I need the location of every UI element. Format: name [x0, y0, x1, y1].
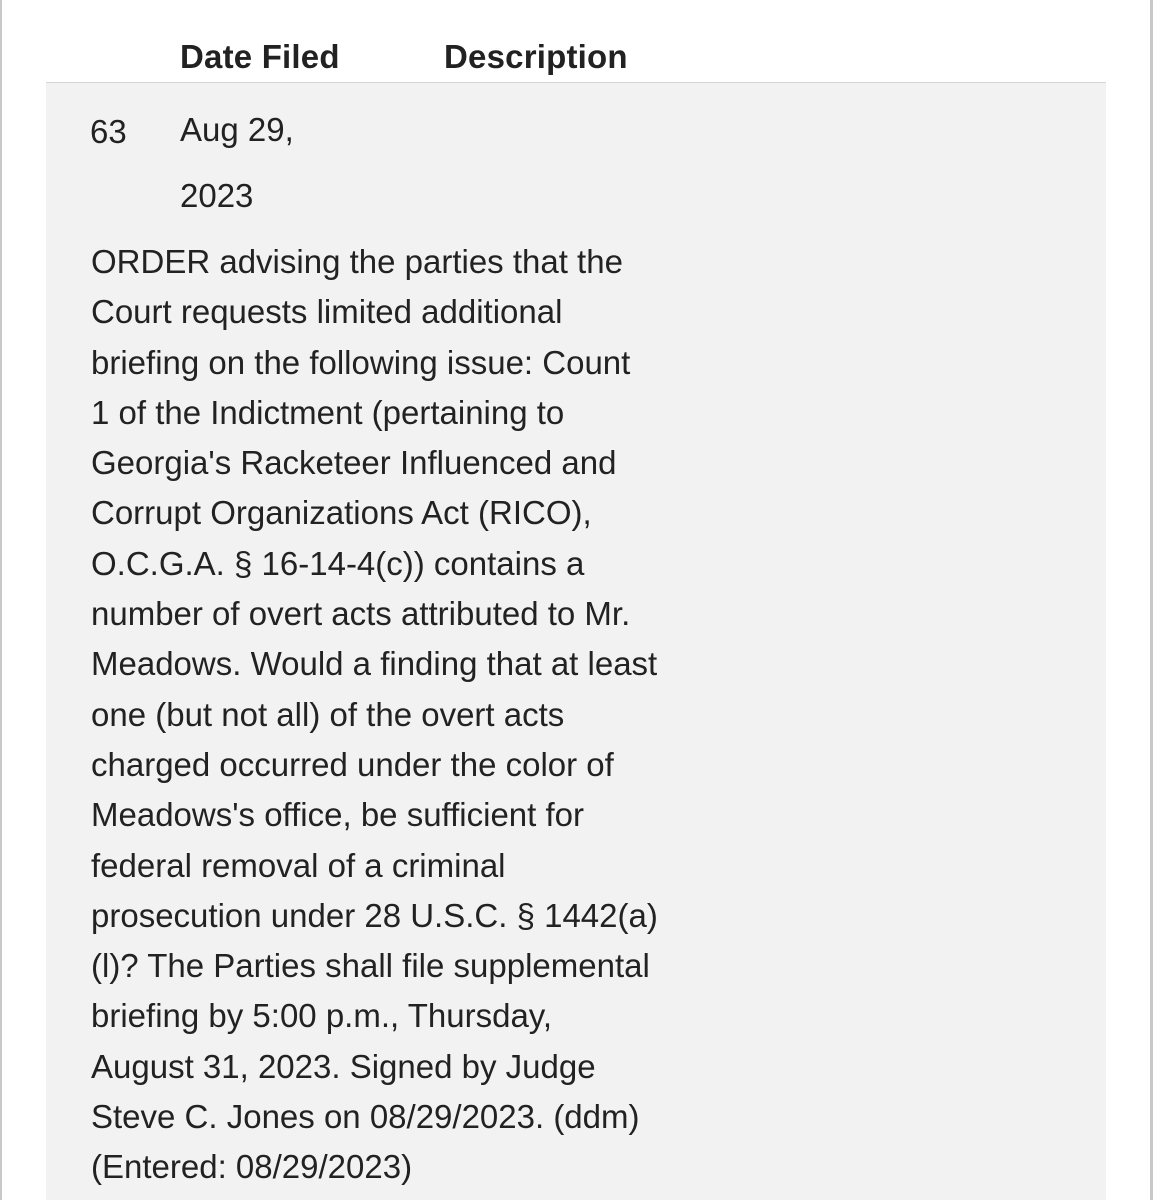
header-description: Description: [444, 38, 628, 75]
left-border: [0, 0, 2, 1200]
header-date-filed: Date Filed: [180, 38, 340, 75]
entry-number: 63: [90, 113, 127, 150]
table-header: [46, 0, 1106, 83]
docket-entry-row: [46, 83, 1106, 1200]
entry-date-filed: Aug 29, 2023: [180, 111, 294, 214]
entry-description: ORDER advising the parties that the Court requests limited additional briefing on the following issue: Count 1 of the Indictment (pertaining to Georgia's Racketeer Influenced and Corrupt Organizations Act (RICO), O.C.G.A. § 16-14-4(c)) contains a number of overt acts attributed to Mr. Meadows. Would a finding that at least one (but not all) of the overt acts charged occurred under the color of Meadows's office, be sufficient for federal removal of a criminal prosecution under 28 U.S.C. § 1442(a) (l)? The Parties shall file supplemental briefing by 5:00 p.m., Thursday, August 31, 2023. Signed by Judge Steve C. Jones on 08/29/2023. (ddm) (Entered: 08/29/2023): [91, 243, 658, 1186]
